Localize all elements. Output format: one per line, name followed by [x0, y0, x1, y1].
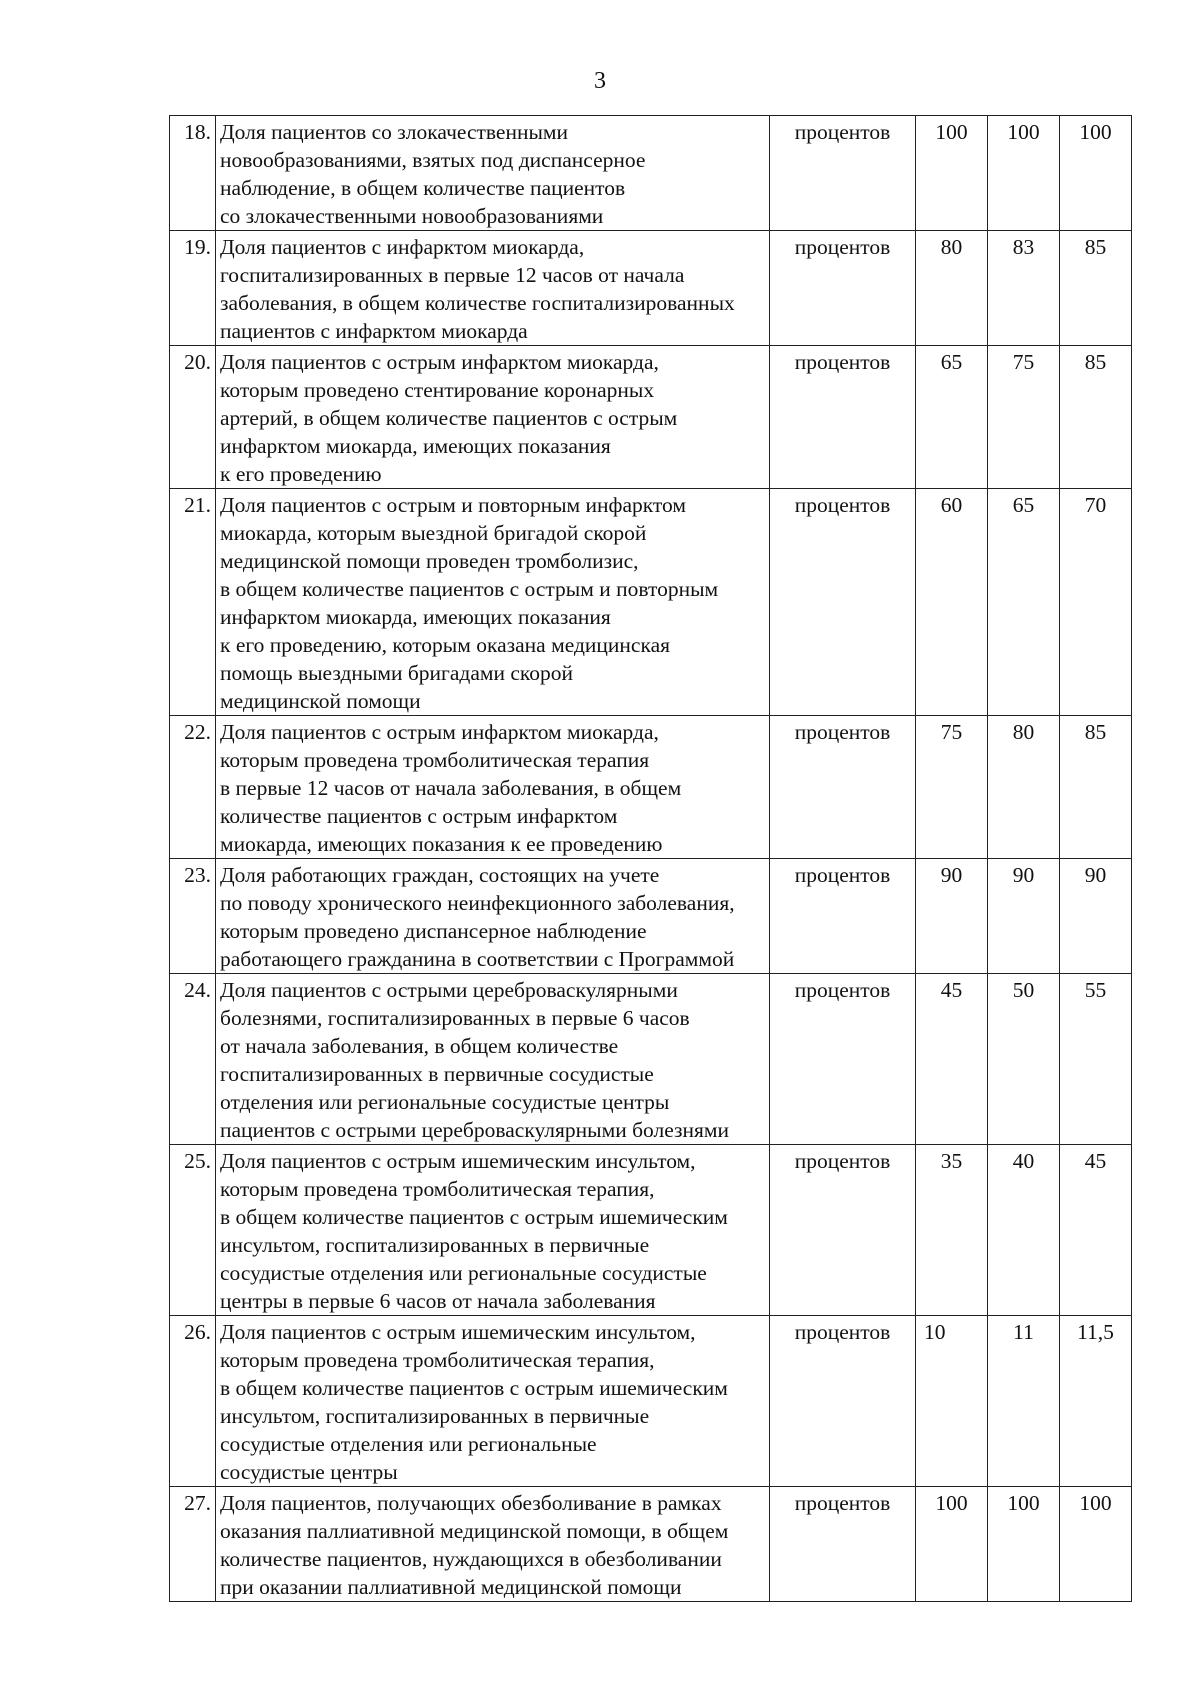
unit-cell: процентов	[770, 859, 916, 974]
indicator-description: Доля работающих граждан, состоящих на учете по поводу хронического неинфекционного заболевания, которым проведено диспансерное наблюдение работающего гражданина в соответствии с Программой	[216, 859, 770, 974]
value-year-3: 11,5	[1060, 1316, 1132, 1487]
unit-cell: процентов	[770, 1145, 916, 1316]
table-row	[170, 974, 1132, 1145]
table-row	[170, 859, 1132, 974]
unit-cell: процентов	[770, 1316, 916, 1487]
row-number: 27.	[170, 1487, 216, 1602]
indicators-table	[169, 115, 1132, 1602]
value-year-2: 50	[988, 974, 1060, 1145]
table-row	[170, 346, 1132, 489]
indicator-description: Доля пациентов со злокачественными новообразованиями, взятых под диспансерное наблюдение, в общем количестве пациентов со злокачественными новообразованиями	[216, 116, 770, 231]
unit-cell: процентов	[770, 974, 916, 1145]
table-row	[170, 1316, 1132, 1487]
table-row	[170, 489, 1132, 716]
value-year-3: 70	[1060, 489, 1132, 716]
value-year-3: 100	[1060, 1487, 1132, 1602]
row-number: 21.	[170, 489, 216, 716]
indicator-description: Доля пациентов с острыми цереброваскулярными болезнями, госпитализированных в первые 6 часов от начала заболевания, в общем количестве госпитализированных в первичные сосудистые отделения или региональные сосудистые центры пациентов с острыми цереброваскулярными болезнями	[216, 974, 770, 1145]
unit-cell: процентов	[770, 489, 916, 716]
table-row	[170, 1487, 1132, 1602]
value-year-2: 11	[988, 1316, 1060, 1487]
page-number: 3	[594, 68, 606, 94]
table-row	[170, 716, 1132, 859]
value-year-1: 60	[916, 489, 988, 716]
row-number: 23.	[170, 859, 216, 974]
value-year-2: 83	[988, 231, 1060, 346]
row-number: 24.	[170, 974, 216, 1145]
value-year-1: 45	[916, 974, 988, 1145]
row-number: 22.	[170, 716, 216, 859]
indicator-description: Доля пациентов с острым и повторным инфарктом миокарда, которым выездной бригадой скорой медицинской помощи проведен тромболизис, в общем количестве пациентов с острым и повторным инфарктом миокарда, имеющих показания к его проведению, которым оказана медицинская помощь выездными бригадами скорой медицинской помощи	[216, 489, 770, 716]
value-year-1: 35	[916, 1145, 988, 1316]
value-year-3: 85	[1060, 716, 1132, 859]
table-row	[170, 231, 1132, 346]
indicator-description: Доля пациентов с острым ишемическим инсультом, которым проведена тромболитическая терапия, в общем количестве пациентов с острым ишемическим инсультом, госпитализированных в первичные сосудистые отделения или региональные сосудистые центры	[216, 1316, 770, 1487]
indicator-description: Доля пациентов с острым инфарктом миокарда, которым проведено стентирование коронарных артерий, в общем количестве пациентов с острым инфарктом миокарда, имеющих показания к его проведению	[216, 346, 770, 489]
unit-cell: процентов	[770, 346, 916, 489]
indicator-description: Доля пациентов с инфарктом миокарда, госпитализированных в первые 12 часов от начала заболевания, в общем количестве госпитализированных пациентов с инфарктом миокарда	[216, 231, 770, 346]
indicator-description: Доля пациентов с острым ишемическим инсультом, которым проведена тромболитическая терапия, в общем количестве пациентов с острым ишемическим инсультом, госпитализированных в первичные сосудистые отделения или региональные сосудистые центры в первые 6 часов от начала заболевания	[216, 1145, 770, 1316]
table-row	[170, 1145, 1132, 1316]
row-number: 18.	[170, 116, 216, 231]
value-year-1: 80	[916, 231, 988, 346]
value-year-1: 65	[916, 346, 988, 489]
value-year-2: 100	[988, 116, 1060, 231]
value-year-3: 85	[1060, 231, 1132, 346]
row-number: 19.	[170, 231, 216, 346]
value-year-1: 75	[916, 716, 988, 859]
value-year-3: 85	[1060, 346, 1132, 489]
row-number: 26.	[170, 1316, 216, 1487]
value-year-1: 100	[916, 116, 988, 231]
value-year-2: 40	[988, 1145, 1060, 1316]
value-year-3: 55	[1060, 974, 1132, 1145]
value-year-1: 10	[916, 1316, 988, 1487]
value-year-3: 90	[1060, 859, 1132, 974]
row-number: 20.	[170, 346, 216, 489]
value-year-3: 100	[1060, 116, 1132, 231]
unit-cell: процентов	[770, 116, 916, 231]
value-year-1: 100	[916, 1487, 988, 1602]
value-year-2: 80	[988, 716, 1060, 859]
value-year-2: 65	[988, 489, 1060, 716]
value-year-3: 45	[1060, 1145, 1132, 1316]
row-number: 25.	[170, 1145, 216, 1316]
value-year-2: 75	[988, 346, 1060, 489]
indicator-description: Доля пациентов с острым инфарктом миокарда, которым проведена тромболитическая терапия в первые 12 часов от начала заболевания, в общем количестве пациентов с острым инфарктом миокарда, имеющих показания к ее проведению	[216, 716, 770, 859]
indicator-description: Доля пациентов, получающих обезболивание в рамках оказания паллиативной медицинской помощи, в общем количестве пациентов, нуждающихся в обезболивании при оказании паллиативной медицинской помощи	[216, 1487, 770, 1602]
unit-cell: процентов	[770, 716, 916, 859]
value-year-2: 100	[988, 1487, 1060, 1602]
value-year-2: 90	[988, 859, 1060, 974]
value-year-1: 90	[916, 859, 988, 974]
unit-cell: процентов	[770, 231, 916, 346]
table-row	[170, 116, 1132, 231]
unit-cell: процентов	[770, 1487, 916, 1602]
